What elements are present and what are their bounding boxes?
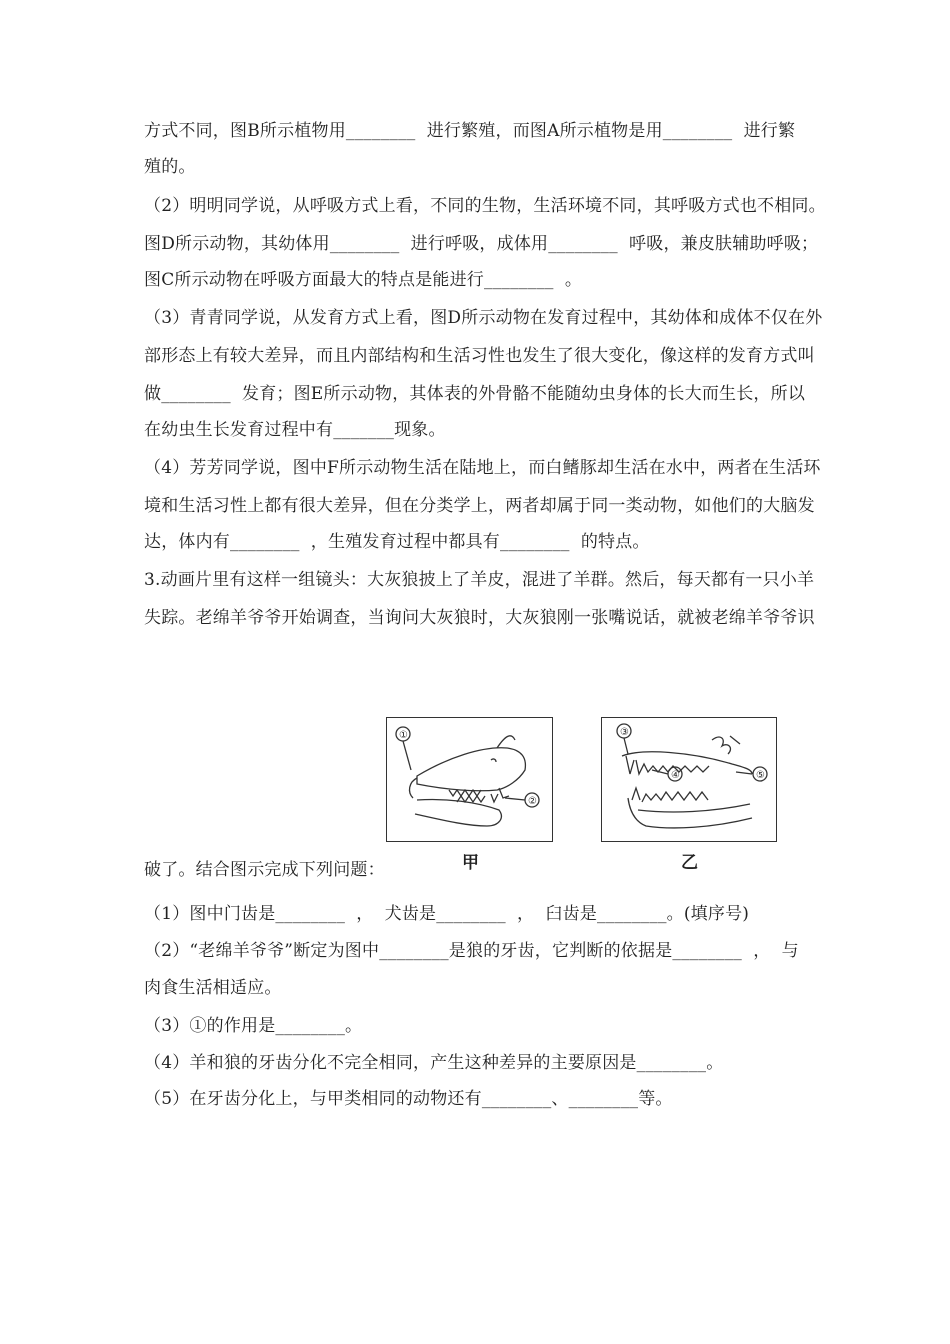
text-line: （2）明明同学说，从呼吸方式上看，不同的生物，生活环境不同，其呼吸方式也不相同。 — [144, 196, 826, 216]
text-line: 在幼虫生长发育过程中有_______现象。 — [144, 420, 446, 440]
text-line: 肉食生活相适应。 — [144, 978, 282, 998]
figure-label-jia: 甲 — [462, 853, 479, 873]
figure-yi — [601, 717, 777, 842]
mark-4: ④ — [671, 770, 680, 781]
text-line: （1）图中门齿是________ ， 犬齿是________ ， 臼齿是________。(填序号) — [144, 904, 750, 924]
text-line: 3.动画片里有这样一组镜头：大灰狼披上了羊皮，混进了羊群。然后，每天都有一只小羊 — [144, 570, 815, 590]
mark-3: ③ — [620, 727, 629, 738]
text-line: （4）芳芳同学说，图中F所示动物生活在陆地上，而白鳍豚却生活在水中，两者在生活环 — [144, 458, 821, 478]
carnivore-jaw-diagram — [602, 718, 776, 841]
text-line: 做________ 发育；图E所示动物，其体表的外骨骼不能随幼虫身体的长大而生长，所以 — [144, 384, 806, 404]
text-line: （5）在牙齿分化上，与甲类相同的动物还有________、________等。 — [144, 1089, 673, 1109]
text-line: 部形态上有较大差异，而且内部结构和生活习性也发生了很大变化，像这样的发育方式叫 — [144, 346, 815, 366]
herbivore-jaw-diagram — [387, 718, 552, 841]
mark-1: ① — [399, 730, 408, 741]
text-line: （3）①的作用是________。 — [144, 1016, 363, 1036]
figure-label-yi: 乙 — [681, 853, 698, 873]
mark-5: ⑤ — [756, 770, 765, 781]
text-line: （3）青青同学说，从发育方式上看，图D所示动物在发育过程中，其幼体和成体不仅在外 — [144, 308, 823, 328]
mark-2: ② — [528, 796, 537, 807]
text-line: 破了。结合图示完成下列问题： — [144, 860, 385, 880]
figure-jia — [386, 717, 553, 842]
text-line: 方式不同，图B所示植物用________ 进行繁殖，而图A所示植物是用________ 进行繁 — [144, 121, 796, 141]
text-line: 失踪。老绵羊爷爷开始调查，当询问大灰狼时，大灰狼刚一张嘴说话，就被老绵羊爷爷识 — [144, 608, 815, 628]
text-line: （4）羊和狼的牙齿分化不完全相同，产生这种差异的主要原因是________。 — [144, 1053, 724, 1073]
text-line: 图C所示动物在呼吸方面最大的特点是能进行________ 。 — [144, 270, 583, 290]
text-line: （2）“老绵羊爷爷”断定为图中________是狼的牙齿，它判断的依据是________ ， 与 — [144, 941, 799, 961]
text-line: 达，体内有________ ，生殖发育过程中都具有________ 的特点。 — [144, 532, 650, 552]
text-line: 图D所示动物，其幼体用________ 进行呼吸，成体用________ 呼吸，兼皮肤辅助呼吸； — [144, 234, 819, 254]
text-line: 境和生活习性上都有很大差异，但在分类学上，两者却属于同一类动物，如他们的大脑发 — [144, 496, 815, 516]
text-line: 殖的。 — [144, 157, 196, 177]
